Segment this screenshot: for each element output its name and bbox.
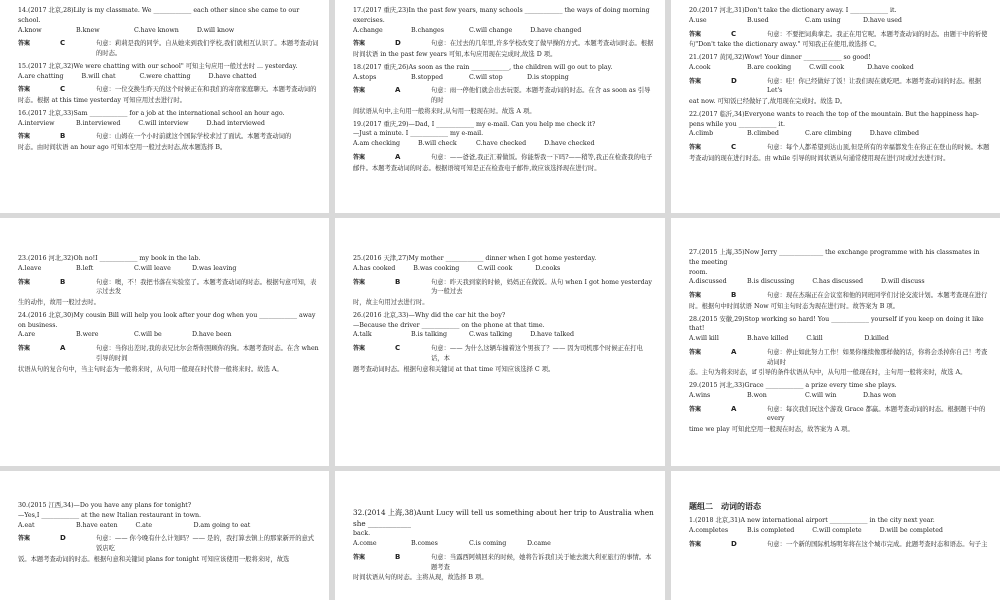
answer-key: C — [60, 85, 66, 94]
option-a: A.will kill — [689, 335, 719, 343]
option-a: A.eat — [18, 521, 35, 529]
option-a: A.come — [353, 540, 377, 548]
answer-key: B — [395, 277, 401, 286]
question-options — [353, 539, 655, 549]
option-c: C.will cook — [477, 264, 513, 272]
question-options — [18, 119, 319, 129]
question-stem: 28.(2015 安徽,29)Stop working so hard! You ____________ yourself if you keep on doing it like that! — [689, 315, 984, 333]
answer-label: 答案 — [353, 278, 366, 286]
option-b: B.is completed — [747, 527, 795, 535]
option-a: A.talk — [353, 331, 372, 339]
option-d: D.have talked — [530, 331, 574, 339]
question-22 — [689, 110, 990, 164]
question-29 — [689, 381, 990, 435]
question-options — [689, 277, 990, 287]
answer-key: C — [395, 344, 401, 352]
question-stem: 22.(2017 临沂,34)Everyone wants to reach the top of the mountain. But the happiness hap- — [689, 110, 979, 118]
question-26 — [353, 311, 655, 375]
answer-explanation: 句意：现在杰瑞正在会议室和他的同班同学们讨论交流计划。本题考查现在进行 — [767, 292, 988, 299]
panel-6 — [671, 218, 1000, 466]
panel-9 — [671, 471, 1000, 600]
option-b: B.will check — [418, 140, 457, 148]
answer-label: 答案 — [689, 292, 702, 299]
option-c: C.is coming — [469, 540, 507, 548]
panel-5 — [335, 218, 665, 466]
answer-explanation-cont: 时间状语 in the past few years 可知,本句应用现在完成时,故选 D 项。 — [353, 51, 557, 59]
question-stem: 20.(2017 河北,31)Don't take the dictionary away. I ____________ it. — [689, 7, 897, 14]
option-b: B.comes — [411, 540, 438, 548]
option-d: D.have been — [192, 331, 232, 339]
option-a: A.am checking — [353, 140, 401, 148]
answer-explanation: 句意：山姆在一个小时前就这个国际学校求过了面试。本题考查动词的 — [96, 133, 292, 141]
answer-row — [689, 347, 990, 368]
answer-row — [353, 343, 655, 364]
answer-explanation: 句意：在过去的几年里,许多学校改变了做早操的方式。本题考查动词时态。根据 — [431, 40, 654, 48]
question-options — [353, 73, 655, 83]
answer-key: B — [731, 291, 737, 299]
answer-explanation-cont: 时态。根据 at this time yesterday 可知应用过去进行时。 — [18, 97, 186, 105]
question-stem: 15.(2017 北京,32)We were chatting with our school" 可知主句应用一般过去时 ... yesterday. — [18, 62, 298, 70]
answer-row — [18, 277, 319, 298]
question-stem: 18.(2017 重庆,26)As soon as the rain ____________, the children will go out to play. — [353, 63, 613, 71]
answer-explanation-cont: 时态。由时间状语 an hour ago 可知本空用一般过去时态,故本题选择 B。 — [18, 144, 227, 152]
option-b: B.won — [747, 391, 767, 399]
option-d: D.have checked — [544, 140, 595, 148]
option-c: C.are climbing — [805, 130, 852, 138]
option-d: D.have used — [863, 16, 902, 24]
answer-label: 答案 — [353, 345, 366, 352]
answer-key: A — [395, 152, 401, 161]
answer-label: 答案 — [689, 144, 702, 152]
answer-row — [18, 131, 319, 142]
question-24 — [18, 311, 319, 375]
answer-key: A — [395, 86, 401, 95]
answer-label: 答案 — [353, 40, 366, 48]
answer-row — [18, 38, 319, 59]
answer-key: D — [60, 534, 66, 543]
answer-explanation: 句意：当露西阿姨回来的时候，她将告诉我们关于她去澳大利亚旅行的事情。本题考查 — [431, 553, 652, 571]
answer-row — [18, 533, 319, 554]
answer-explanation: 句意：停止如此努力工作！如果你继续像那样做的话，你将会杀掉你自己！考查动词时 — [767, 348, 988, 366]
answer-explanation: 句意：每个人都希望到达山顶,但是所有的幸福都发生在你正在登山的时候。本题 — [767, 144, 990, 152]
answer-label: 答案 — [689, 405, 702, 413]
answer-row — [689, 142, 990, 153]
answer-row — [353, 152, 655, 163]
option-c: C.will win — [805, 391, 837, 399]
option-c: C.kill — [806, 335, 823, 343]
answer-label: 答案 — [353, 87, 366, 95]
answer-key: C — [60, 39, 66, 48]
option-a: A.are chatting — [18, 72, 64, 80]
question-14 — [18, 6, 319, 59]
answer-explanation: 句意：当你出差时,我的表兄比尔会帮你照顾你的狗。本题考查时态。在含 when 引导的时间 — [96, 345, 319, 362]
answer-explanation: 句意：—— 你今晚有什么计划吗？—— 是的，我打算去镇上的那家新开的意式饭店吃 — [96, 535, 315, 552]
option-d: D.came — [527, 540, 551, 548]
option-d: D.have climbed — [869, 130, 919, 138]
question-16 — [18, 109, 319, 153]
answer-key: B — [60, 277, 66, 286]
question-options — [18, 521, 319, 531]
option-d: D.have changed — [530, 26, 582, 34]
question-options — [689, 334, 990, 344]
option-a: A.wins — [689, 391, 711, 399]
question-stem: 17.(2017 重庆,23)In the past few years, many schools ____________ the ways of doing morning exercises. — [353, 7, 650, 24]
option-c: C.were chatting — [139, 72, 191, 80]
question-stem: 25.(2016 天津,27)My mother ____________ dinner when I got home yesterday. — [353, 255, 597, 262]
question-stem-line2: —Because the driver ____________ on the phone at that time. — [353, 321, 545, 329]
option-c: C.will interview — [138, 119, 189, 127]
question-stem: 19.(2017 重庆,29)—Dad, I ____________ my e-mail. Can you help me check it? — [353, 120, 596, 128]
option-b: B.knew — [76, 26, 100, 34]
option-a: A.know — [18, 26, 42, 34]
option-d: D.will be completed — [879, 527, 943, 535]
option-d: D.am going to eat — [193, 521, 251, 529]
answer-explanation-cont: eat now. 可知饭已经做好了,故用现在完成时。故选 D。 — [689, 98, 847, 106]
question-stem: 26.(2016 北京,33)—Why did the car hit the boy? — [353, 311, 506, 319]
option-b: B.is discussing — [747, 278, 795, 286]
answer-key: A — [731, 404, 737, 413]
answer-label: 答案 — [689, 30, 702, 38]
answer-key: A — [60, 344, 66, 352]
answer-explanation: 句意：——爸爸,我正汇着做饭。你能帮我一下吗?——稍等,我正在检查我的电子 — [431, 153, 653, 161]
question-stem: 16.(2017 北京,33)Sam ____________ for a job at the international school an hour ago. — [18, 109, 285, 117]
answer-row — [353, 552, 655, 573]
question-options — [353, 26, 655, 36]
panel-1 — [0, 0, 329, 213]
answer-key: A — [731, 347, 737, 356]
option-c: C.ate — [135, 521, 153, 529]
question-stem: 32.(2014 上海,38)Aunt Lucy will tell us something about her trip to Australia when she ____________ — [353, 508, 654, 529]
answer-row — [353, 85, 655, 106]
option-c: C.has discussed — [812, 278, 864, 286]
option-d: D.killed — [864, 335, 889, 343]
question-stem: 21.(2017 黄冈,32)Wow! Your dinner ____________ so good! — [689, 54, 871, 62]
question-18 — [353, 63, 655, 117]
answer-label: 答案 — [689, 77, 702, 85]
option-a: A.are — [18, 331, 36, 339]
answer-explanation-cont: time we play 可知此空用一般现在时态，故答案为 A 项。 — [689, 426, 854, 434]
answer-explanation: 句意：一位交换生昨天的这个时候正在和我们的寄宿家庭聊天。本题考查动词的 — [96, 86, 317, 94]
option-a: A.cook — [689, 63, 711, 71]
answer-label: 答案 — [18, 345, 31, 352]
option-d: D.have chatted — [208, 72, 257, 80]
question-1 — [689, 516, 990, 549]
option-b: B.will chat — [81, 72, 116, 80]
option-d: D.is stopping — [527, 73, 569, 81]
option-a: A.change — [353, 26, 383, 34]
option-b: B.left — [76, 264, 94, 272]
question-stem-line2: —Just a minute. I ____________ my e-mail. — [353, 130, 484, 138]
answer-row — [689, 29, 990, 40]
option-b: B.was cooking — [413, 264, 460, 272]
question-options — [353, 330, 655, 340]
answer-row — [353, 38, 655, 49]
option-c: C.will leave — [134, 264, 171, 272]
answer-explanation: 句意：雨一停他们就会出去玩耍。本题考查动词的时态。在含 as soon as 引导的时 — [431, 87, 651, 105]
question-options — [18, 26, 319, 36]
option-c: C.will change — [469, 26, 513, 34]
option-a: A.has cooked — [353, 264, 396, 272]
answer-row — [689, 404, 990, 425]
answer-label: 答案 — [689, 348, 702, 356]
option-a: A.leave — [18, 264, 42, 272]
option-b: B.were — [76, 331, 99, 339]
question-21 — [689, 53, 990, 107]
option-b: B.climbed — [747, 130, 779, 138]
question-stem-line2: room. — [689, 268, 708, 276]
question-28 — [689, 315, 990, 379]
answer-explanation: 句意：哇！你已经做好了饭！让我们现在就吃吧。本题考查动词的时态。根据 Let's — [767, 77, 982, 95]
panel-4 — [0, 218, 329, 466]
answer-label: 答案 — [18, 40, 31, 48]
option-d: D.cooks — [535, 264, 561, 272]
question-options — [353, 264, 655, 274]
panel-7 — [0, 471, 329, 600]
question-stem: 23.(2016 河北,32)Oh no!I ____________ my book in the lab. — [18, 255, 201, 262]
answer-explanation-cont: 时间状语从句的时态。主将从现，故选择 B 项。 — [353, 574, 488, 582]
option-a: A.stops — [353, 73, 377, 81]
answer-explanation-cont: 考查动词的现在进行时态。由 while 引导的时间状语从句通常使用现在进行时或过去进行时。 — [689, 154, 950, 162]
question-options — [689, 526, 990, 536]
answer-key: C — [731, 143, 737, 152]
answer-explanation-cont: 题考查动词时态。根据句意和关键词 at that time 可知应该选择 C 项。 — [353, 365, 555, 373]
answer-row — [18, 84, 319, 95]
answer-key: D — [731, 76, 737, 85]
option-d: D.will know — [196, 26, 235, 34]
option-a: A.completes — [689, 527, 729, 535]
question-options — [18, 264, 319, 274]
panel-2 — [335, 0, 665, 213]
option-d: D.will discuss — [881, 278, 925, 286]
question-23 — [18, 254, 319, 308]
answer-explanation-cont: 状语从句的复合句中，当主句时态为一般将来时，从句用一般现在时代替一般将来时。故选 A。 — [18, 365, 283, 373]
question-19 — [353, 120, 655, 174]
question-stem: 30.(2015 江西,34)—Do you have any plans for tonight? — [18, 502, 192, 509]
question-options — [689, 16, 990, 26]
option-c: C.will be — [134, 331, 162, 339]
answer-explanation-cont: 时。根据句中时间状语 Now 可知主句时态为现在进行时。故答案为 B 项。 — [689, 302, 899, 310]
question-15 — [18, 62, 319, 106]
answer-explanation-cont: 句"Don't take the dictionary away." 可知我正在使用,故选择 C。 — [689, 41, 881, 49]
answer-explanation: 句意：昨天我到家的时候，妈妈正在做饭。从句 when I got home yesterday 为一般过去 — [431, 278, 652, 296]
answer-label: 答案 — [18, 278, 31, 286]
question-27 — [689, 248, 990, 312]
answer-row — [689, 76, 990, 97]
option-b: B.changes — [411, 26, 445, 34]
question-options — [18, 72, 319, 82]
option-d: D.was leaving — [192, 264, 237, 272]
option-a: A.interview — [18, 119, 55, 127]
option-b: B.used — [747, 16, 769, 24]
question-stem: 29.(2015 河北,33)Grace ____________ a prize every time she plays. — [689, 382, 897, 390]
answer-explanation-cont: 时，故主句用过去进行时。 — [353, 299, 429, 306]
section-title: 题组二 动词的语态 — [689, 502, 761, 511]
option-a: A.use — [689, 16, 707, 24]
answer-explanation-cont: 邮件。本题考查动词的时态。根据语境可知是正在检查电子邮件,故应该选择现在进行时。 — [353, 164, 601, 172]
answer-label: 答案 — [689, 540, 702, 548]
answer-row — [18, 343, 319, 364]
option-d: D.have cooked — [867, 63, 914, 71]
answer-explanation: 句意：一个新的国际机场明年将在这个城市完成。此题考查时态和语态。句子主 — [767, 540, 988, 548]
answer-explanation-cont: 饭。本题考查动词的时态。根据句意和关键词 plans for tonight 可知应该使用一般将来时，故选 — [18, 555, 290, 563]
question-30 — [18, 501, 319, 565]
question-25 — [353, 254, 655, 308]
answer-key: D — [395, 39, 401, 48]
option-c: C.will stop — [469, 73, 503, 81]
option-b: B.is talking — [411, 331, 448, 339]
question-options — [689, 63, 990, 73]
option-a: A.climb — [689, 130, 714, 138]
option-b: B.stopped — [411, 73, 444, 81]
answer-row — [689, 290, 990, 301]
answer-key: B — [60, 132, 66, 141]
panel-3 — [671, 0, 1000, 213]
question-stem: 27.(2015 上海,35)Now Jerry ______________ the exchange programme with his classmates in the meeting — [689, 249, 980, 266]
answer-explanation: 句意：每次我们玩这个游戏 Grace 都赢。本题考查动词的时态。根据题干中的 every — [767, 405, 986, 423]
panel-8 — [335, 471, 665, 600]
answer-explanation-cont: 态。主句为将来时态，if 引导的条件状语从句中，从句用一般现在时，主句用一般将来时，故选 A。 — [689, 369, 967, 377]
question-options — [18, 330, 319, 340]
option-b: B.have killed — [747, 335, 789, 343]
question-17 — [353, 6, 655, 60]
option-b: B.have eaten — [76, 521, 118, 529]
answer-label: 答案 — [18, 535, 31, 543]
option-c: C.will complete — [812, 527, 862, 535]
option-d: D.had interviewed — [206, 119, 265, 127]
answer-explanation-cont: 间状语从句中,主句用一般将来时,从句用一般现在时。故选 A 项。 — [353, 107, 536, 115]
answer-label: 答案 — [353, 153, 366, 161]
answer-explanation: 句意：莉莉是我的同学。自从她来到我们学校,我们就相互认识了。本题考查动词的时态。 — [96, 40, 319, 57]
option-c: C.have checked — [476, 140, 527, 148]
answer-label: 答案 — [353, 553, 366, 561]
question-options — [353, 139, 655, 149]
answer-key: D — [731, 539, 737, 548]
answer-row — [689, 539, 990, 550]
question-options — [689, 129, 990, 139]
option-b: B.interviewed — [76, 119, 121, 127]
question-20 — [689, 6, 990, 50]
question-stem-line2: back. — [353, 530, 371, 538]
answer-row — [353, 277, 655, 298]
question-options — [689, 391, 990, 401]
answer-label: 答案 — [18, 133, 31, 141]
answer-explanation: 句意：不要把词典拿走。我正在用它呢。本题考查动词的时态。由题干中的祈使 — [767, 30, 988, 38]
question-stem: 14.(2017 北京,28)Lily is my classmate. We ____________ each other since she came to our school. — [18, 7, 300, 24]
answer-key: B — [395, 552, 401, 561]
question-stem: 1.(2018 北京,31)A new international airport ____________ in the city next year. — [689, 517, 935, 525]
option-a: A.discussed — [689, 278, 727, 286]
option-c: C.was talking — [469, 331, 513, 339]
answer-label: 答案 — [18, 86, 31, 94]
question-stem-line2: pens while you ____________ it. — [689, 120, 785, 128]
question-stem-line2: on business. — [18, 321, 58, 329]
option-c: C.will cook — [809, 63, 845, 71]
option-b: B.are cooking — [747, 63, 792, 71]
option-c: C.have known — [134, 26, 179, 34]
answer-explanation: 句意：噢，不！我把书落在实验室了。本题考查动词的时态。根据句意可知，表示过去发 — [96, 278, 317, 296]
question-stem-line2: —Yes,I ____________ at the new Italian restaurant in town. — [18, 511, 202, 519]
question-stem: 24.(2016 北京,30)My cousin Bill will help you look after your dog when you ____________ away — [18, 311, 316, 319]
answer-explanation: 句意：—— 为什么这辆车撞着这个男孩了？—— 因为司机那个时候正在打电话，本 — [431, 345, 643, 362]
answer-explanation-cont: 生的动作，故用一般过去时。 — [18, 299, 100, 306]
option-c: C.am using — [805, 16, 841, 24]
answer-key: C — [731, 29, 737, 38]
option-d: D.has won — [863, 391, 897, 399]
question-32 — [353, 507, 655, 583]
